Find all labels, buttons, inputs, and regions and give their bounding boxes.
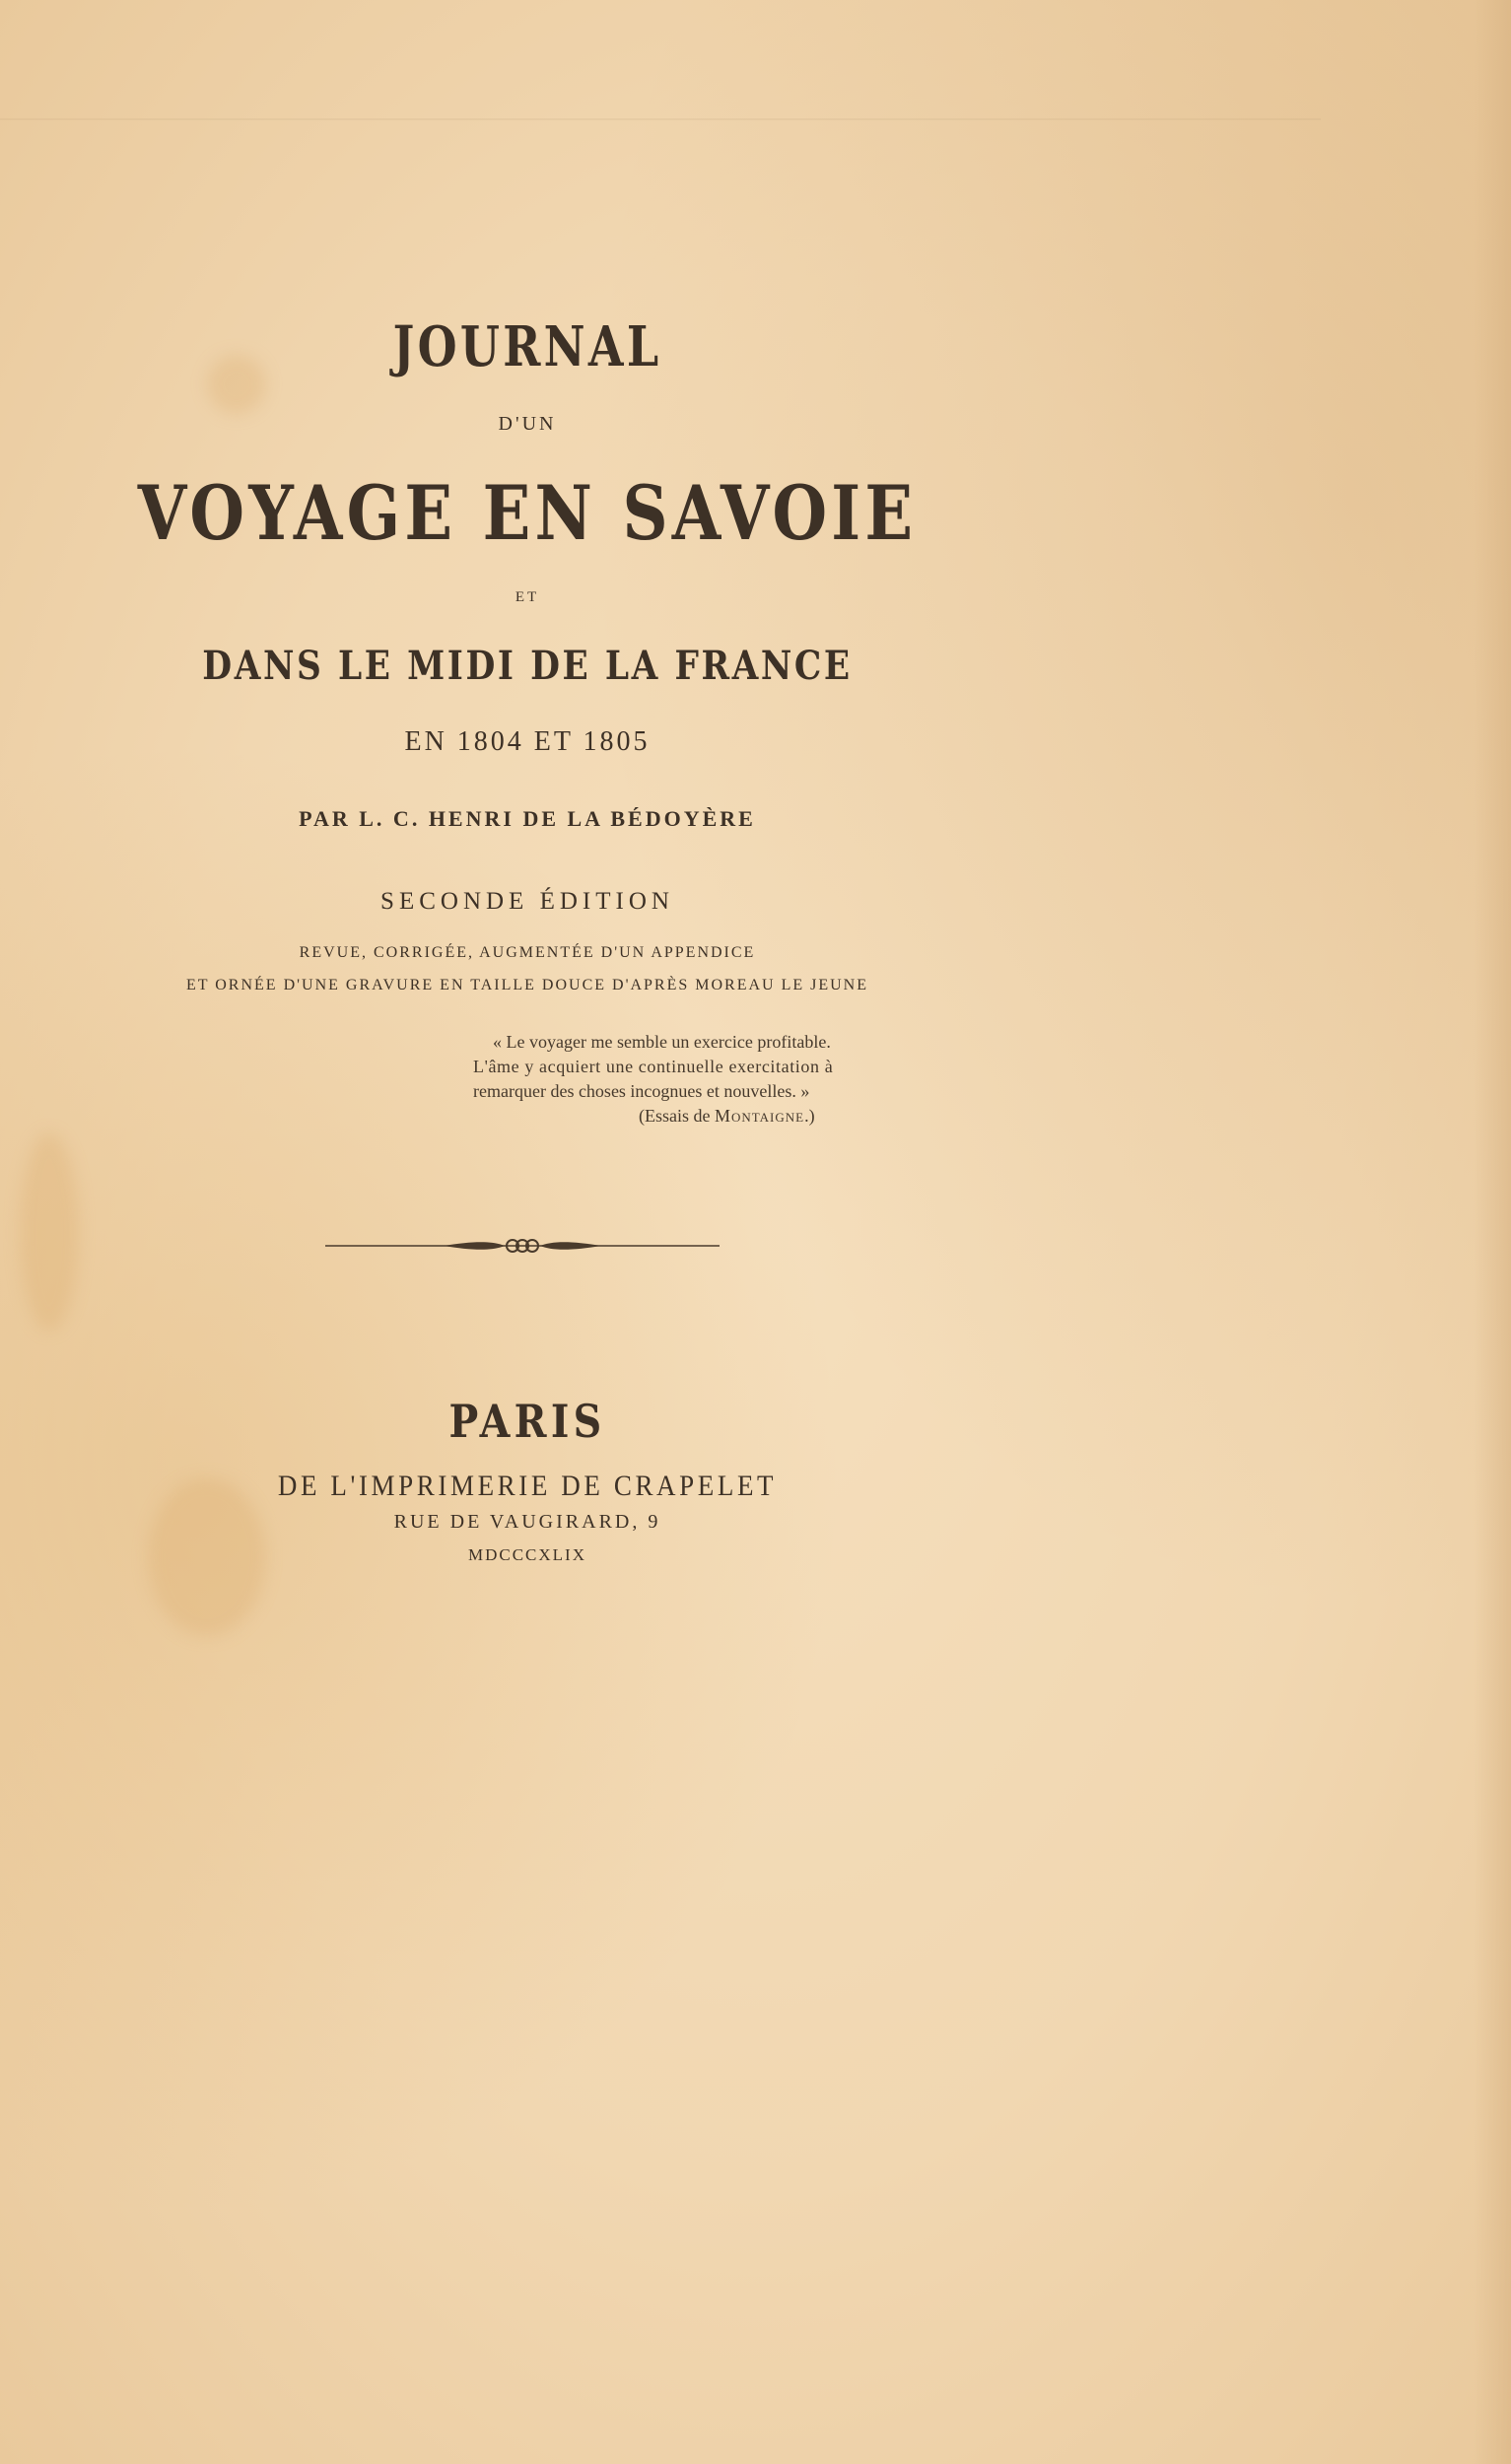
imprint-city: PARIS bbox=[448, 1395, 606, 1448]
imprint-year: MDCCCXLIX bbox=[467, 1545, 586, 1564]
ornament-rule bbox=[325, 1234, 720, 1258]
title-midi: DANS LE MIDI DE LA FRANCE bbox=[202, 643, 853, 689]
epigraph-line-2: L'âme y acquiert une continuelle exercitation à bbox=[473, 1057, 834, 1076]
paper-stain bbox=[20, 1133, 79, 1331]
epigraph-source bbox=[639, 1104, 815, 1128]
epigraph-source-name: Montaigne bbox=[714, 1106, 805, 1126]
imprint-address: RUE DE VAUGIRARD, 9 bbox=[393, 1511, 661, 1533]
epigraph-source-prefix: (Essais de bbox=[639, 1106, 715, 1126]
title-dates: EN 1804 ET 1805 bbox=[404, 726, 651, 757]
title-et: ET bbox=[515, 589, 540, 605]
title-journal: JOURNAL bbox=[392, 314, 662, 379]
epigraph-line-3: remarquer des choses incognues et nouvelles. » bbox=[473, 1081, 810, 1101]
author-line: PAR L. C. HENRI DE LA BÉDOYÈRE bbox=[299, 806, 756, 831]
edition-line: SECONDE ÉDITION bbox=[380, 888, 674, 915]
imprint-printer: DE L'IMPRIMERIE DE CRAPELET bbox=[277, 1470, 778, 1502]
epigraph-line-1: « Le voyager me semble un exercice profitable. bbox=[493, 1032, 831, 1052]
edition-note-1: REVUE, CORRIGÉE, AUGMENTÉE D'UN APPENDICE bbox=[299, 944, 756, 961]
paper-edge bbox=[1474, 0, 1511, 2464]
edition-note-2: ET ORNÉE D'UNE GRAVURE EN TAILLE DOUCE D'APRÈS MOREAU LE JEUNE bbox=[185, 977, 869, 993]
epigraph-source-suffix: .) bbox=[804, 1106, 815, 1126]
title-voyage: VOYAGE EN SAVOIE bbox=[137, 469, 918, 557]
paper-crease bbox=[0, 118, 1321, 120]
title-dun: D'UN bbox=[498, 413, 557, 435]
